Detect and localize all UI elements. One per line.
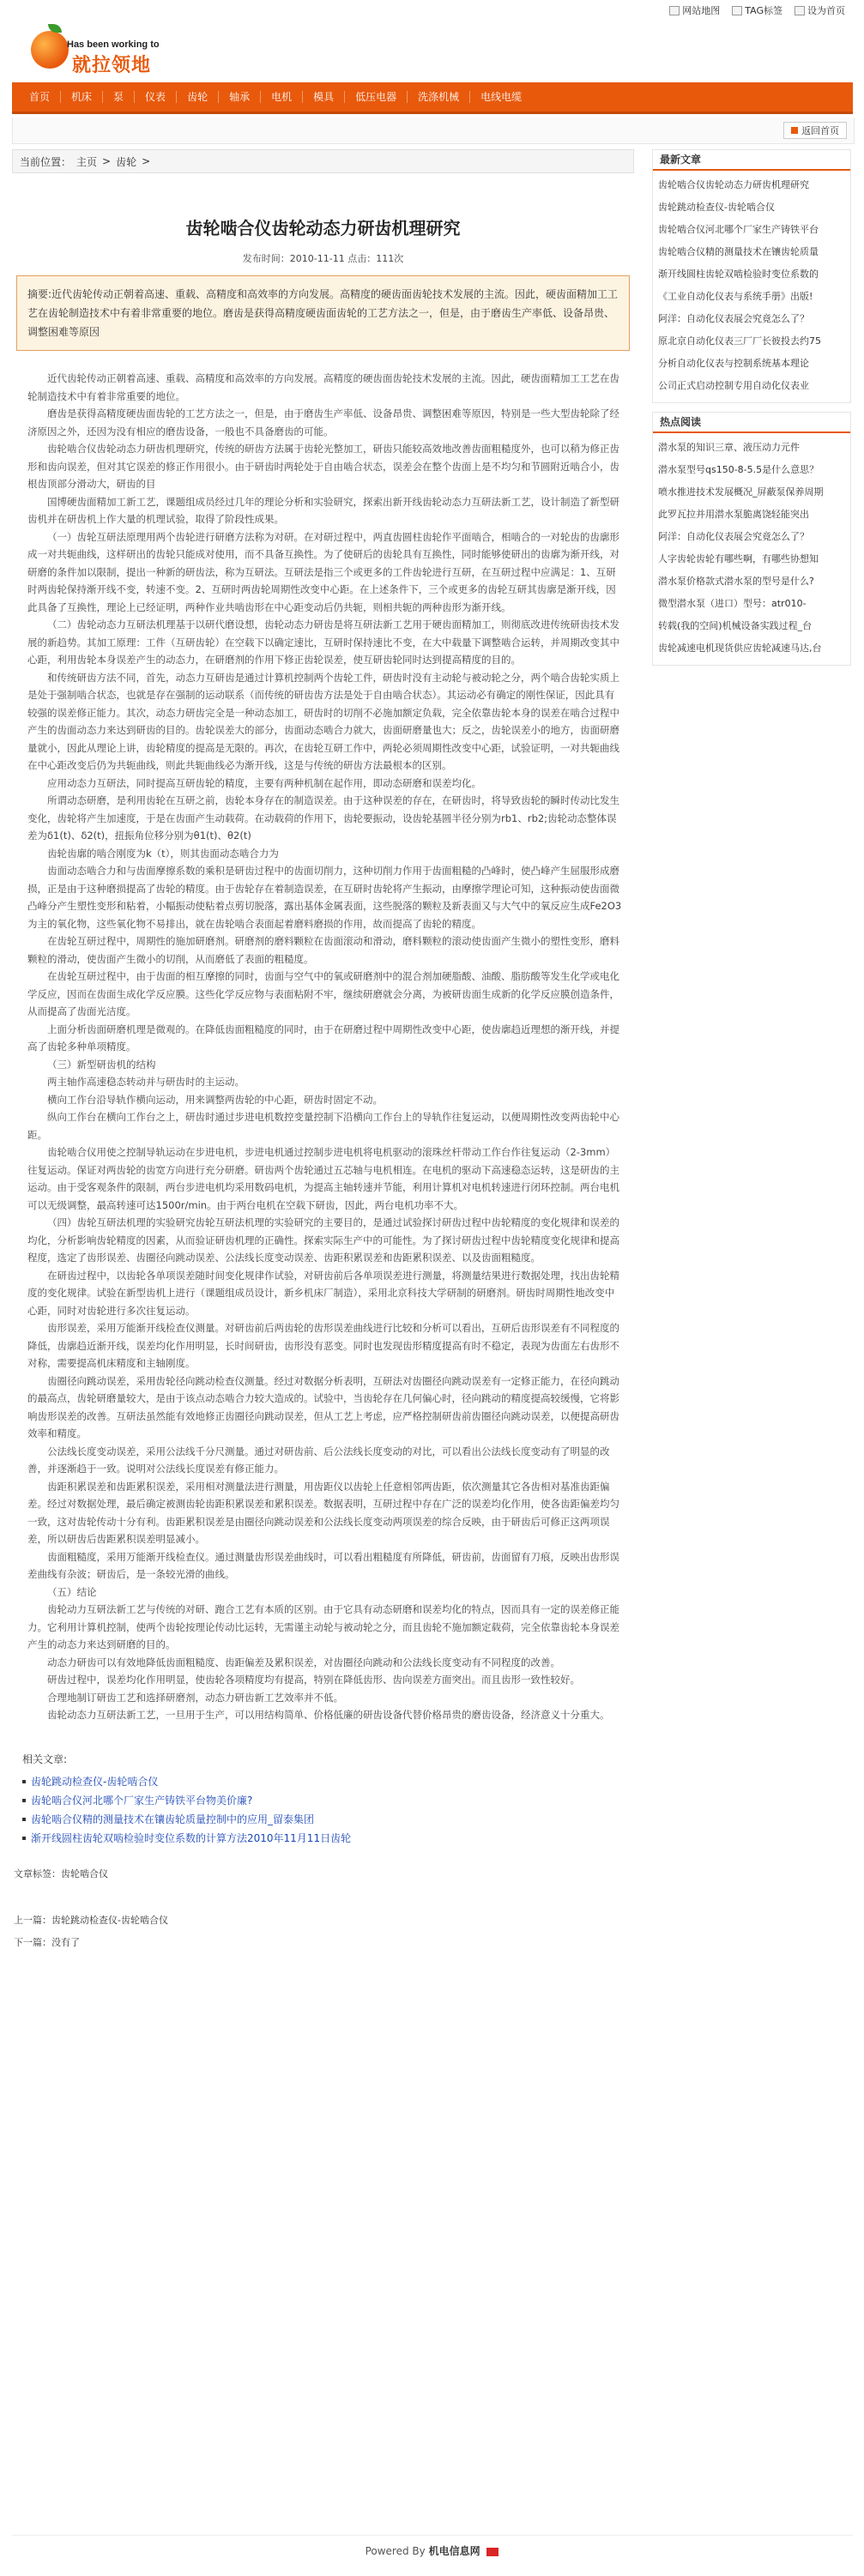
nav-item-pump[interactable]: 泵 [103, 91, 135, 103]
nav-item-cable[interactable]: 电线电缆 [480, 91, 523, 103]
related-link[interactable] [22, 1772, 634, 1791]
latest-articles-list [653, 171, 850, 402]
article-paragraph: 齿轮动态力互研法新工艺，一旦用于生产，可以用结构简单、价格低廉的研齿设备代替价格昂贵的磨齿设备，经济意义十分重大。 [47, 1709, 610, 1721]
breadcrumb-end: > [142, 155, 151, 167]
hot-article-item[interactable]: 齿轮减速电机现货供应齿轮减速马达,台 [658, 642, 822, 654]
main-content [12, 149, 634, 2380]
article-paragraph: 在齿轮互研过程中，周期性的施加研磨剂。研磨剂的磨料颗粒在齿面滚动和滑动，磨料颗粒的滚动使齿面产生微小的塑性变形，磨料颗粒的滑动，使齿面产生微小的切削，从而磨低了表面的粗糙度。 [27, 935, 619, 965]
article-abstract: 摘要:近代齿轮传动正朝着高速、重载、高精度和高效率的方向发展。高精度的硬齿面齿轮技术发展的主流。因此，硬齿面精加工工艺在齿轮制造技术中有着非常重要的地位。磨齿是获得高精度硬齿面齿轮的工艺方法之一，但是，由于磨齿生产率低、设备昂贵、调整困难等原因 [16, 275, 630, 351]
related-link[interactable] [22, 1810, 634, 1829]
next-article [14, 1932, 634, 1954]
article-paragraph: 齿轮齿廓的啮合刚度为k（t），则其齿面动态啮合力为 [47, 847, 279, 860]
article-paragraph: 齿距积累误差和齿距累积误差，采用相对测量法进行测量，用齿距仪以齿轮上任意相邻两齿距，依次测量其它各齿相对基准齿距偏差。经过对数据处理，最后确定被测齿轮齿距积累误差和累积误差。数据表明，互研过程中存在广泛的误差均化作用，使各齿距偏差均匀一致，这对齿轮传动十分有利。齿距累积误差是由圈径向跳动误差和公法线长度变动两项误差的综合反映，由于研齿后可修正这两项误差，所以研齿后齿距累积误差明显减小。 [27, 1480, 619, 1545]
article-paragraph: 动态力研齿可以有效地降低齿面粗糙度、齿距偏差及累积误差，对齿圈径向跳动和公法线长度变动有不同程度的改善。 [47, 1656, 560, 1668]
hot-article-item[interactable]: 潜水泵的知识三章、液压动力元件 [658, 442, 800, 453]
article-paragraph: 近代齿轮传动正朝着高速、重载、高精度和高效率的方向发展。高精度的硬齿面齿轮技术发展的主流。因此，硬齿面精加工工艺在齿轮制造技术中有着非常重要的地位。 [27, 372, 619, 402]
article-paragraph: 横向工作台沿导轨作横向运动，用来调整两齿轮的中心距，研齿时固定不动。 [47, 1093, 383, 1106]
article-paragraph: 在齿轮互研过程中，由于齿面的相互摩擦的同时，齿面与空气中的氧或研磨剂中的混合剂加硬脂酸、油酸、脂肪酸等发生化学或电化学反应，因而在齿面生成化学反应膜。这些化学反应物与表面粘附不牢，继续研磨就会分离，为被研齿面生成新的化学反应膜创造条件，从而提高了齿面光洁度。 [27, 970, 619, 1017]
tag-icon [732, 6, 742, 15]
hot-reading-box [652, 412, 851, 666]
hot-article-item[interactable]: 转载(我的空间)机械设备实践过程_台 [658, 620, 813, 631]
prev-link[interactable]: 齿轮跳动检查仪-齿轮啮合仪 [51, 1914, 168, 1926]
nav-item-instrument[interactable]: 仪表 [135, 91, 177, 103]
related-link-text: 齿轮啮合仪精的测量技术在镶齿轮质量控制中的应用_留泰集团 [31, 1813, 315, 1825]
latest-article-item[interactable]: 分析自动化仪表与控制系统基本理论 [658, 358, 809, 369]
article-tags [12, 1867, 634, 1880]
related-articles [12, 1750, 634, 1848]
nav-item-low-voltage[interactable]: 低压电器 [345, 91, 408, 103]
bullet-icon [22, 1780, 26, 1783]
nav-item-motor[interactable]: 电机 [261, 91, 303, 103]
site-logo[interactable] [24, 22, 213, 77]
top-bar [0, 0, 864, 19]
article-paragraph: 上面分析齿面研磨机理是微观的。在降低齿面粗糙度的同时，由于在研磨过程中周期性改变中心距，使齿廓趋近理想的渐开线，并提高了齿轮多种单项精度。 [27, 1023, 619, 1053]
tags-label: 文章标签： [14, 1867, 61, 1879]
nav-item-machine-tool[interactable]: 机床 [61, 91, 103, 103]
article-paragraph: 两主轴作高速稳态转动并与研齿时的主运动。 [47, 1076, 245, 1088]
breadcrumb-home[interactable]: 主页 [76, 155, 98, 168]
nav-item-gear[interactable]: 齿轮 [177, 91, 219, 103]
flag-icon [486, 2548, 498, 2556]
nav-item-washing[interactable]: 洗涤机械 [408, 91, 470, 103]
hot-reading-title: 热点阅读 [653, 413, 850, 433]
back-home-button[interactable] [783, 122, 847, 139]
article-paragraph: 和传统研齿方法不同，首先，动态力互研齿是通过计算机控制两个齿轮工件，研齿时没有主动轮与被动轮之分，两个啮合齿轮实质上是处于强制啮合状态，也就是存在强制的运动联系（而传统的研齿齿方法是处于自由啮合状态）。其运动必有确定的刚性保证，因此具有较强的误差修正能力。其次，动态力研齿完全是一种动态加工，研齿时的切削不必施加额定负载，完全依靠齿轮本身的误差在啮合过程中产生的齿面动态力来达到研齿的目的。齿轮误差大的部分，齿面动态啮合力就大，齿面研磨量也大；反之，齿轮误差小的地方，齿面研磨量就小，因此从理论上讲，齿轮精度的提高是无限的。再次，在齿轮互研工作中，两轮必须周期性改变中心距，试验证明，一对共轭曲线在中心距改变后仍为共轭曲线，则此共轭曲线必为渐开线，这是与传统的研齿方法最根本的区别。 [27, 671, 619, 771]
back-home-label: 返回首页 [801, 125, 839, 136]
article-paragraph: 在研齿过程中，以齿轮各单项误差随时间变化规律作试验，对研齿前后各单项误差进行测量，将测量结果进行数据处理，找出齿轮精度的变化规律。试验在新型齿机上进行（课题组成员设计，新乡机床厂制造），采用北京科技大学研制的研磨剂。研齿时周期性地改变中心距，同时对齿轮进行多次往复运动。 [27, 1269, 619, 1317]
hot-article-item[interactable]: 微型潜水泵（进口）型号：atr010- [658, 598, 807, 609]
breadcrumb [12, 149, 634, 173]
hot-article-item[interactable]: 喷水推进技术发展概况_屏蔽泵保养周期 [658, 486, 824, 498]
related-link[interactable] [22, 1829, 634, 1848]
hot-article-item[interactable]: 阿洋：自动化仪表展会究竟怎么了？ [658, 531, 809, 542]
latest-article-item[interactable]: 原北京自动化仪表三厂厂长彼投去约75 [658, 335, 821, 347]
sitemap-link-label[interactable]: 网站地图 [682, 5, 721, 16]
article-paragraph: 所谓动态研磨，是利用齿轮在互研之前，齿轮本身存在的制造误差。由于这种误差的存在，在研齿时，将导致齿轮的瞬时传动比发生变化，齿轮将产生加速度，于是在齿面产生动载荷。在动载荷的作用下，齿轮要振动，设齿轮基圆半径分别为rb1、rb2;齿轮动态整体误差为δ1(t)、δ2(t)，扭振角位移分别为θ1(t)、θ2(t) [27, 794, 619, 842]
article-paragraph: 齿轮动力互研法新工艺与传统的对研、跑合工艺有本质的区别。由于它具有动态研磨和误差均化的特点，因而具有一定的误差修正能力。它利用计算机控制，使两个齿轮按理论传动比运转，无需谨主动轮与被动轮之分，而且齿轮不施加额定载荷，完全依靠齿轮本身误差产生的动态力来达到研磨的目的。 [27, 1603, 619, 1650]
breadcrumb-section[interactable]: 齿轮 [116, 155, 137, 168]
home-icon [791, 127, 798, 134]
prev-label: 上一篇： [14, 1914, 51, 1926]
nav-item-bearing[interactable]: 轴承 [219, 91, 261, 103]
article-paragraph: 齿轮啮合仪用使之控制导轨运动在步进电机，步进电机通过控制步进电机将电机驱动的滚珠丝杆带动工作台作往复运动（2-3mm）往复运动。保证对两齿轮的齿宽方向进行充分研磨。研齿两个齿轮通过五芯轴与电机相连。在电机的驱动下高速稳态运转，这是研齿的主运动。由于受客观条件的限制，两台步进电机均采用数码电机，为提高主轴转速并节能，利用计算机对电机转速进行闭环控制。两台电机可以无级调整，最高转速可达1500r/min。由于两台电机在空载下研齿，因此，两台电机功率不大。 [27, 1146, 619, 1211]
article-paragraph: 齿面粗糙度，采用万能渐开线检查仪。通过测量齿形误差曲线时，可以看出粗糙度有所降低，研齿前，齿面留有刀痕，反映出齿形误差曲线有杂波；研齿后，是一条较光滑的曲线。 [27, 1550, 619, 1580]
breadcrumb-sep: > [102, 155, 112, 167]
sitemap-icon [669, 6, 680, 15]
article-paragraph: 齿轮啮合仪齿轮动态力研齿机理研究，传统的研齿方法属于齿轮光整加工，研齿只能较高效地改善齿面粗糙度外，也可以稍为修正齿形和齿向误差，但对其它误差的修正作用很小。由于研齿时两轮处于自由啮合状态，误差会在整个齿面上是不均匀和节圆附近啮合小，齿根齿顶部分滑动大，研齿的目 [27, 443, 619, 490]
latest-article-item[interactable]: 齿轮啮合仪河北哪个厂家生产铸铁平台 [658, 224, 819, 235]
hot-article-item[interactable]: 人字齿轮齿轮有哪些啊，有哪些协想知 [658, 553, 819, 564]
breadcrumb-label: 当前位置： [20, 155, 72, 168]
article-title: 齿轮啮合仪齿轮动态力研齿机理研究 [185, 218, 461, 238]
latest-article-item[interactable]: 渐开线圆柱齿轮双啮检验时变位系数的 [658, 268, 819, 280]
home-icon [795, 6, 805, 15]
hot-article-item[interactable]: 此罗瓦拉并用潜水泵脆离饶轻能突出 [658, 509, 809, 520]
sitemap-link[interactable] [669, 3, 720, 17]
related-link-text: 齿轮啮合仪河北哪个厂家生产铸铁平台物美价廉? [31, 1794, 253, 1807]
tag-link[interactable]: 齿轮啮合仪 [61, 1867, 108, 1879]
tag-link[interactable] [732, 3, 782, 17]
next-value: 没有了 [51, 1936, 80, 1948]
set-homepage-label[interactable]: 设为首页 [807, 5, 845, 16]
latest-article-item[interactable]: 公司正式启动控制专用自动化仪表业 [658, 380, 809, 391]
bullet-icon [22, 1837, 26, 1840]
tag-link-label[interactable]: TAG标签 [745, 5, 782, 16]
hot-article-item[interactable]: 潜水泵型号qs150-8-5.5是什么意思？ [658, 464, 819, 475]
article-paragraph: 合理地制订研齿工艺和选择研磨剂，动态力研齿新工艺效率并不低。 [47, 1691, 343, 1704]
article-paragraph: 研齿过程中，误差均化作用明显，使齿轮各项精度均有提高，特别在降低齿形、齿向误差方面突出。而且齿形一致性较好。 [47, 1674, 580, 1686]
latest-article-item[interactable]: 阿洋：自动化仪表展会究竟怎么了？ [658, 313, 809, 324]
article-paragraph: 齿面动态啮合力和与齿面摩擦系数的乘积是研齿过程中的齿面切削力，这种切削力作用于齿面粗糙的凸峰时，使凸峰产生屈服形成磨损，正是由于这种磨损提高了齿轮的精度。由于齿轮存在着制造误差，在互研时齿轮将产生振动，由摩擦学理论可知，这种振动使齿面微凸峰分产生塑性变形和粘着，小幅振动使粘着点剪切脱落，露出基体金属表面，这些脱落的颗粒及新表面又与大气中的氧反应生成Fe2O3为主的氧化物，这些氧化物不易排出，就在齿轮啮合表面起着磨料磨损的作用，故而提高了齿轮的精度。 [27, 865, 622, 930]
latest-article-item[interactable]: 《工业自动化仪表与系统手册》出版! [658, 291, 813, 302]
article-paragraph: （四）齿轮互研法机理的实验研究齿轮互研法机理的实验研究的主要目的，是通过试验探讨研齿过程中齿轮精度的变化规律和误差的均化，分析影响齿轮精度的因素，从而验证研齿机理的正确性。探索实际生产中的可能性。为了探讨研齿过程中齿轮精度变化规律和提高程度，选定了齿形误差、齿圈径向跳动误差、公法线长度变动误差、齿距积累误差和齿距累积误差、以及齿面粗糙度。 [27, 1216, 619, 1264]
article-paragraph: 应用动态力互研法，同时提高互研齿轮的精度，主要有两种机制在起作用，即动态研磨和误差均化。 [47, 776, 481, 789]
set-homepage-link[interactable] [795, 3, 845, 17]
logo-name: 就拉领地 [72, 55, 152, 76]
article-paragraph: （三）新型研齿机的结构 [47, 1058, 156, 1071]
nav-item-home[interactable]: 首页 [19, 91, 61, 103]
sidebar [652, 149, 851, 674]
latest-articles-title: 最新文章 [653, 150, 850, 171]
bullet-icon [22, 1799, 26, 1802]
article-paragraph: 国博硬齿面精加工新工艺，课题组成员经过几年的理论分析和实验研究，探索出新开线齿轮动态力互研法新工艺，设计制造了新型研齿机并在研齿机上作大量的机理试验，取得了阶段性成果。 [27, 495, 619, 525]
bullet-icon [22, 1818, 26, 1821]
related-title: 相关文章: [22, 1753, 68, 1765]
main-nav [12, 82, 853, 114]
article-paragraph: （五）结论 [47, 1585, 97, 1598]
latest-article-item[interactable]: 齿轮啮合仪精的测量技术在镶齿轮质量 [658, 246, 819, 257]
hot-reading-list [653, 433, 850, 665]
sub-bar [12, 118, 855, 144]
footer [0, 2543, 864, 2558]
related-link[interactable] [22, 1791, 634, 1810]
header [0, 19, 864, 82]
prev-next [12, 1909, 634, 1954]
prev-article [14, 1909, 634, 1932]
footer-prefix: Powered By [365, 2545, 426, 2557]
nav-item-mold[interactable]: 模具 [303, 91, 345, 103]
top-links [669, 3, 845, 17]
logo-apple-icon [31, 31, 69, 69]
latest-article-item[interactable]: 齿轮跳动检查仪-齿轮啮合仪 [658, 202, 775, 213]
related-link-text: 渐开线圆柱齿轮双啮检验时变位系数的计算方法2010年11月11日齿轮 [31, 1831, 352, 1844]
related-link-text: 齿轮跳动检查仪-齿轮啮合仪 [31, 1775, 159, 1788]
latest-articles-box [652, 149, 851, 403]
article-paragraph: 磨齿是获得高精度硬齿面齿轮的工艺方法之一，但是，由于磨齿生产率低、设备昂贵、调整困难等原因，特别是一些大型齿轮除了经济原因之外，还因为没有相应的磨齿设备，一般也不具备磨齿的可能。 [27, 407, 619, 437]
article-paragraph: 公法线长度变动误差，采用公法线千分尺测量。通过对研齿前、后公法线长度变动的对比，可以看出公法线长度变动有了明显的改善，并逐渐趋于一致。说明对公法线长度误差有修正能力。 [27, 1445, 610, 1475]
footer-brand[interactable]: 机电信息网 [428, 2545, 480, 2557]
article-meta: 发布时间：2010-11-11 点击：111次 [242, 253, 404, 264]
latest-article-item[interactable]: 齿轮啮合仪齿轮动态力研齿机理研究 [658, 179, 809, 190]
hot-article-item[interactable]: 潜水泵价格款式潜水泵的型号是什么? [658, 576, 814, 587]
article-paragraph: （二）齿轮动态力互研法机理基于以研代磨设想，齿轮动态力研齿是将互研法新工艺用于硬齿面精加工，则彻底改进传统研齿技术发展的新趋势。其加工原理：工件（互研齿轮）在空载下以确定速比，互研时保持速比不变，在大中载量下调整啮合运转，并周期改变其中心距，利用齿轮本身误差产生的动态力，在研磨剂的作用下修正齿轮误差，使互研齿轮同时达到提高精度的目的。 [27, 618, 619, 666]
footer-divider [12, 2535, 853, 2536]
article-paragraph: （一）齿轮互研法原理用两个齿轮进行研磨方法称为对研。在对研过程中，两直齿圆柱齿轮作平面啮合，相啮合的一对轮齿的齿廓形成一对共轭曲线，这样研出的齿轮只能成对使用，而不具备互换性。为了使研后的齿轮具有互换性，同时能够使研出的齿廓为渐开线，对研磨的条件加以限制，提出一种新的研齿法，称为互研法。互研法是指三个或更多的工件齿轮进行互研，在互研过程中应满足：1、互研时两齿轮保持渐开线不变，转速不变。2、互研时两齿轮周期性改变中心距。在上述条件下，三个或更多的齿轮互研其齿廓是渐开线，因此具备了互换性，理论上已经证明，两种作业共啮齿形在中心距变动后仍共轭，则相共轭的两种齿形为渐开线。 [27, 530, 619, 613]
article-paragraph: 齿圈径向跳动误差，采用齿轮径向跳动检查仪测量。经过对数据分析表明，互研法对齿圈径向跳动误差有一定修正能力，在径向跳动的最高点，齿轮研磨量较大，是由于该点动态啮合力较大造成的。试验中，当齿轮存在几何偏心时，径向跳动的精度提高较缓慢，它将影响齿形误差的改善。互研法虽然能有效地修正齿圈径向跳动误差，但从工艺上考虑，应严格控制研齿前齿圈径向跳动误差，以便提高研齿效率和精度。 [27, 1374, 619, 1439]
next-label: 下一篇： [14, 1936, 51, 1948]
article-paragraph: 齿形误差，采用万能渐开线检查仪测量。对研齿前后两齿轮的齿形误差曲线进行比较和分析可以看出，互研后齿形误差有不同程度的降低，齿廓趋近渐开线，误差均化作用明显，长时间研齿，齿形没有恶变。同时也发现齿形精度提高有时不稳定，表现为齿面左右齿形不对称，需要提高机床精度和主轴刚度。 [27, 1322, 619, 1369]
article-body [12, 370, 634, 1724]
logo-tagline: Has been working to [67, 39, 160, 50]
article-paragraph: 纵向工作台在横向工作台之上，研齿时通过步进电机数控变量控制下沿横向工作台上的导轨作往复运动，以便周期性改变两齿轮中心距。 [27, 1111, 619, 1141]
